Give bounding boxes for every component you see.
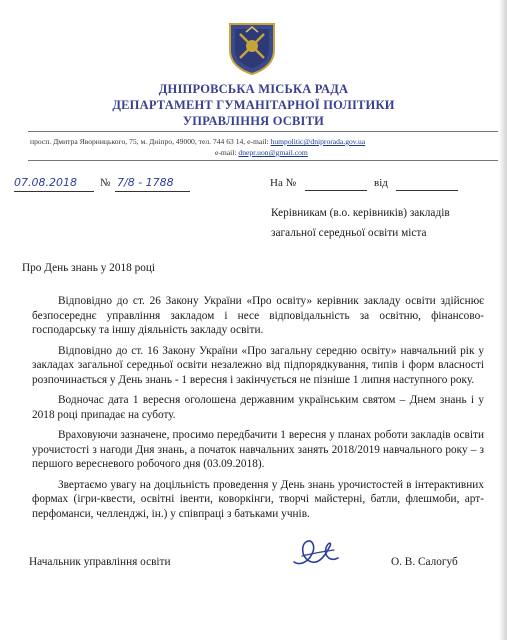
addressee: Керівникам (в.о. керівників) закладів загальної середньої освіти міста [271, 207, 450, 239]
contacts-line-1 [30, 137, 365, 146]
division-title: УПРАВЛІННЯ ОСВІТИ [182, 114, 325, 128]
signer-name: О. В. Салогуб [391, 556, 458, 568]
letter-subject: Про День знань у 2018 році [22, 262, 156, 274]
city-coat-of-arms-icon [226, 20, 278, 76]
date-underline [14, 191, 94, 192]
paragraph: Водночас дата 1 вересня оголошена державним українським святом – Днем знань і у 2018 році припадає на суботу. [32, 394, 484, 421]
registration-date: 07.08.2018 [14, 176, 77, 189]
department-title: ДЕПАРТАМЕНТ ГУМАНІТАРНОЇ ПОЛІТИКИ [112, 98, 395, 112]
incoming-number-label: На № [270, 177, 297, 189]
letter-body [32, 294, 484, 527]
handwritten-signature [290, 532, 342, 572]
header-divider-top [28, 131, 498, 132]
email-link-humpolitic[interactable]: humpolitic@dniprorada.gov.ua [270, 137, 366, 146]
paragraph: Звертаємо увагу на доцільність проведення у День знань урочистостей в інтерактивних формах (ігри-квести, освітні івенти, коворкінги, творчі майстерні, батли, флешмоби, арт-перфоманси, челленджі, ін.) у співпраці з батьками учнів. [32, 478, 484, 520]
contact-email-label: e-mail: [215, 148, 239, 157]
paragraph: Враховуючи зазначене, просимо передбачити 1 вересня у планах роботи закладів освіти урочистості з нагоди Дня знань, а початок навчальних занять 2018/2019 навчального року – з першого вересневого робочого дня (03.09.2018). [32, 429, 484, 470]
incoming-date-blank [396, 190, 458, 191]
number-underline [115, 191, 190, 192]
registration-number: 7/8 - 1788 [117, 176, 174, 189]
contacts-line-2 [215, 148, 308, 157]
header-divider-bottom [28, 160, 498, 161]
paragraph: Відповідно до ст. 16 Закону України «Про загальну середню освіту» навчальний рік у закладах загальної середньої освіти незалежно від підпорядкування, типів і форм власності розпочинається у День знань - 1 вересня і закінчується не пізніше 1 липня наступного року. [32, 344, 484, 386]
incoming-number-blank [305, 190, 367, 191]
email-link-uon[interactable]: dnepr.uon@gmail.com [238, 148, 308, 157]
incoming-date-label: від [374, 177, 388, 189]
paragraph: Відповідно до ст. 26 Закону України «Про освіту» керівник закладу освіти здійснює безпосереднє управління закладом і несе відповідальність за освітню, фінансово-господарську та іншу діяльність закладу освіти. [32, 295, 484, 336]
council-title: ДНІПРОВСЬКА МІСЬКА РАДА [158, 82, 349, 96]
signer-position: Начальник управління освіти [29, 556, 171, 568]
number-label: № [100, 177, 111, 189]
contact-address: просп. Дмитра Яворницького, 75, м. Дніпро, 49000, тел. 744 63 14, e-mail: [30, 137, 271, 146]
